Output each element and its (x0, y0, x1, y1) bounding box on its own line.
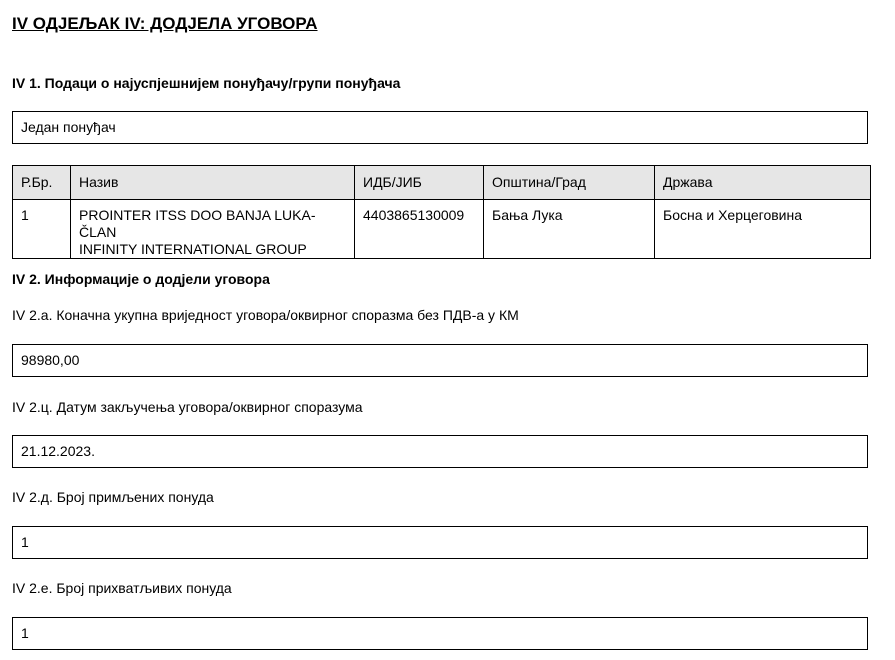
table-row (13, 200, 871, 259)
label-contract-date: IV 2.ц. Датум закључења уговора/оквирног споразума (12, 399, 363, 415)
column-header-naziv: Назив (71, 166, 355, 200)
cell-naziv-line2: INFINITY INTERNATIONAL GROUP (79, 241, 307, 257)
contract-date-field: 21.12.2023. (12, 435, 868, 468)
subsection-title-iv2: IV 2. Информације о додјели уговора (12, 271, 270, 287)
label-acceptable-bids: IV 2.е. Број прихватљивих понуда (12, 580, 232, 596)
bidder-type-field: Један понуђач (12, 111, 868, 144)
cell-idb: 4403865130009 (355, 200, 484, 259)
section-title: IV ОДЈЕЉАК IV: ДОДЈЕЛА УГОВОРА (12, 14, 318, 33)
cell-rbr: 1 (13, 200, 71, 259)
column-header-idb: ИДБ/ЈИБ (355, 166, 484, 200)
column-header-drzava: Држава (655, 166, 871, 200)
cell-drzava: Босна и Херцеговина (655, 200, 871, 259)
table-header-row (13, 166, 871, 200)
cell-opstina: Бања Лука (484, 200, 655, 259)
label-received-bids: IV 2.д. Број примљених понуда (12, 489, 214, 505)
received-bids-field: 1 (12, 526, 868, 559)
contract-value-field: 98980,00 (12, 344, 868, 377)
acceptable-bids-field: 1 (12, 617, 868, 650)
cell-naziv (71, 200, 355, 259)
column-header-opstina: Општина/Град (484, 166, 655, 200)
subsection-title-iv1: IV 1. Подаци о најуспјешнијем понуђачу/групи понуђача (12, 75, 401, 91)
winners-table (12, 165, 871, 259)
cell-naziv-line1: PROINTER ITSS DOO BANJA LUKA-ČLAN (79, 207, 316, 240)
column-header-rbr: Р.Бр. (13, 166, 71, 200)
label-contract-value: IV 2.а. Коначна укупна вриједност уговора/оквирног споразма без ПДВ-а у КМ (12, 307, 519, 323)
